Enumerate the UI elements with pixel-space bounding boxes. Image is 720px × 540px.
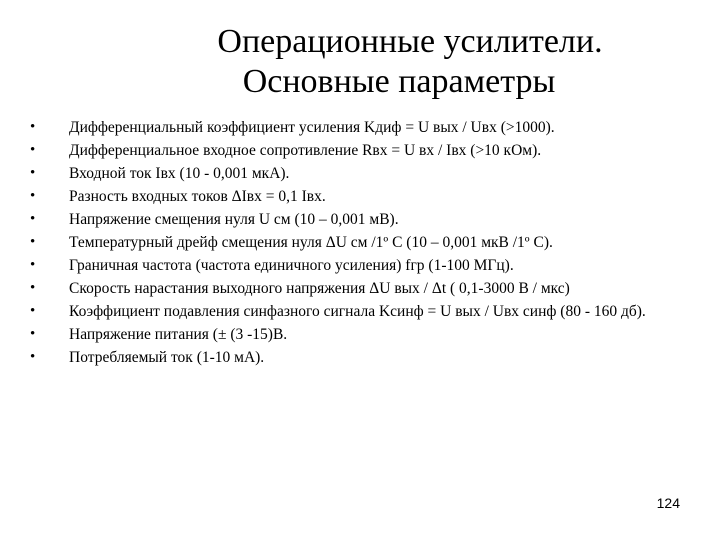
list-item (30, 185, 700, 208)
list-item (30, 277, 700, 300)
list-item-text: Скорость нарастания выходного напряжения ΔU вых / Δt ( 0,1-3000 В / мкс) (69, 280, 570, 297)
bullet-dot-icon: • (30, 326, 36, 342)
bullet-dot-icon: • (30, 119, 36, 135)
bullet-dot-icon: • (30, 257, 36, 273)
bullet-dot-icon: • (30, 165, 36, 181)
list-item-text: Дифференциальный коэффициент усиления Kдиф = U вых / Uвх (>1000). (69, 119, 555, 136)
list-item-text: Разность входных токов ΔIвх = 0,1 Iвх. (69, 188, 326, 205)
list-item-text: Потребляемый ток (1-10 мА). (69, 349, 265, 366)
slide-title-line-1: Операционные усилители. (217, 23, 603, 60)
list-item-text: Дифференциальное входное сопротивление Rвх = U вх / Iвх (>10 кОм). (69, 142, 542, 159)
list-item (30, 346, 700, 369)
list-item-text: Напряжение смещения нуля U см (10 – 0,001 мВ). (69, 211, 399, 228)
list-item (30, 139, 700, 162)
bullet-dot-icon: • (30, 280, 36, 296)
list-item (30, 300, 700, 323)
page-number: 124 (656, 495, 680, 511)
list-item (30, 162, 700, 185)
bullet-dot-icon: • (30, 234, 36, 250)
list-item-text: Входной ток Iвх (10 - 0,001 мкА). (69, 165, 290, 182)
list-item (30, 323, 700, 346)
bullet-dot-icon: • (30, 142, 36, 158)
list-item (30, 254, 700, 277)
list-item (30, 116, 700, 139)
parameter-list (30, 116, 700, 369)
bullet-dot-icon: • (30, 349, 36, 365)
slide-title (0, 22, 720, 102)
list-item-text: Напряжение питания (± (3 -15)В. (69, 326, 288, 343)
bullet-dot-icon: • (30, 188, 36, 204)
list-item (30, 231, 700, 254)
list-item-text: Температурный дрейф смещения нуля ΔU см /1º C (10 – 0,001 мкВ /1º C). (69, 234, 553, 251)
slide-title-line-2: Основные параметры (242, 63, 556, 100)
bullet-dot-icon: • (30, 303, 36, 319)
list-item-text: Граничная частота (частота единичного усиления) fгр (1-100 МГц). (69, 257, 514, 274)
bullet-dot-icon: • (30, 211, 36, 227)
list-item-text: Коэффициент подавления синфазного сигнала Kсинф = U вых / Uвх синф (80 - 160 дб). (69, 303, 646, 320)
list-item (30, 208, 700, 231)
